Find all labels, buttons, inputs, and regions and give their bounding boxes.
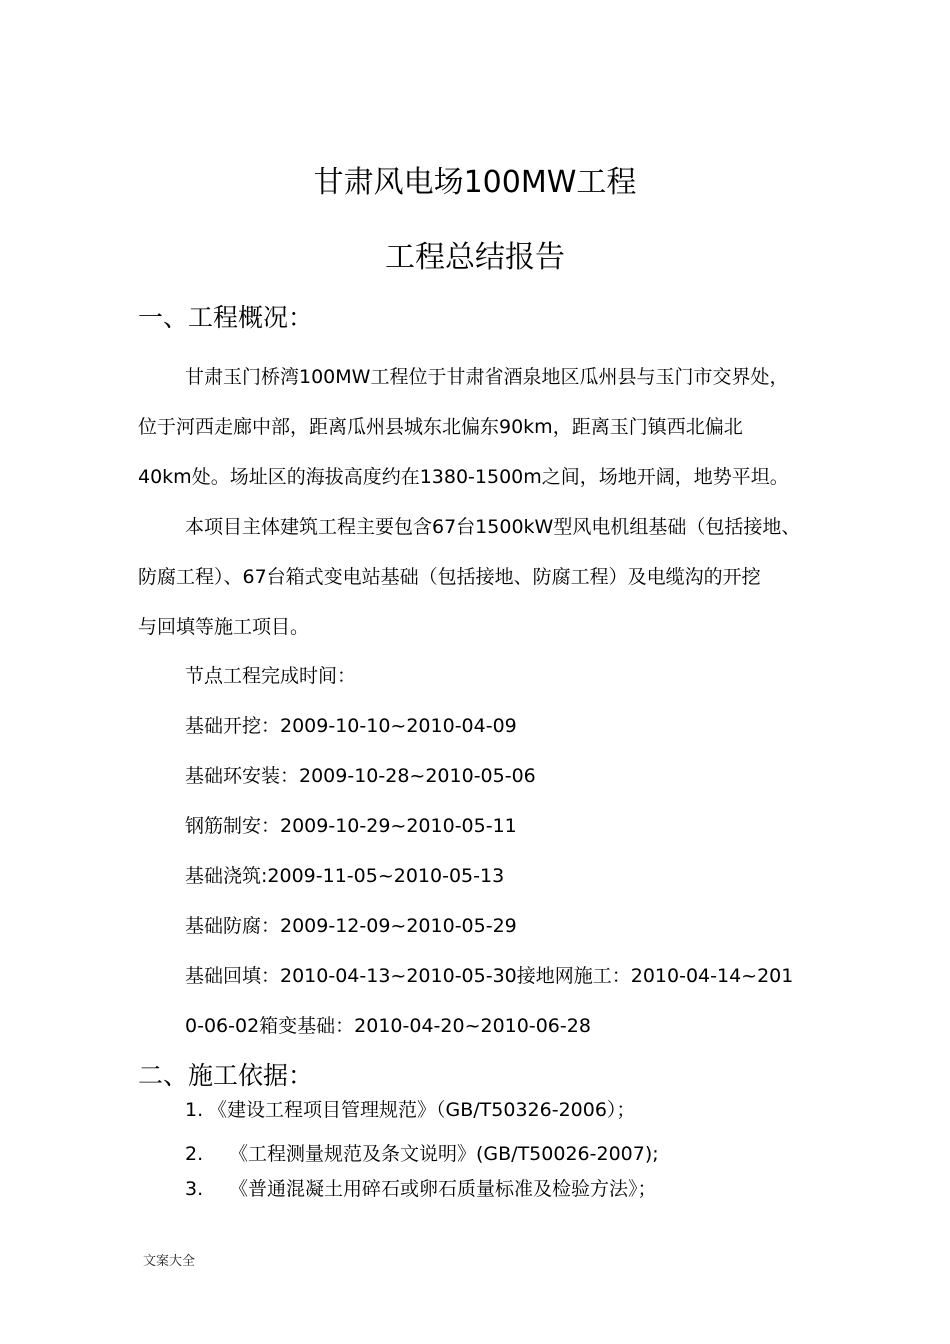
paragraph-line: 防腐工程）、67台箱式变电站基础（包括接地、防腐工程）及电缆沟的开挖 — [138, 566, 761, 588]
paragraph-line: 位于河西走廊中部，距离瓜州县城东北偏东90km，距离玉门镇西北偏北 — [138, 416, 743, 438]
basis-item-text: 《普通混凝土用碎石或卵石质量标准及检验方法》； — [229, 1178, 657, 1200]
basis-item-number: 3. — [185, 1178, 204, 1200]
paragraph-line: 甘肃玉门桥湾100MW工程位于甘肃省酒泉地区瓜州县与玉门市交界处， — [185, 366, 789, 388]
basis-item-number: 2. — [185, 1143, 204, 1165]
basis-item-number: 1. — [185, 1099, 204, 1121]
milestone-line: 基础回填：2010-04-13~2010-05-30接地网施工：2010-04-14~201 — [185, 965, 794, 987]
milestone-line: 基础防腐：2009-12-09~2010-05-29 — [185, 915, 517, 937]
milestone-intro: 节点工程完成时间： — [185, 665, 357, 687]
basis-item-text: 《建设工程项目管理规范》（GB/T50326-2006）； — [208, 1099, 636, 1121]
paragraph-line: 本项目主体建筑工程主要包含67台1500kW型风电机组基础（包括接地、 — [185, 516, 801, 538]
milestone-line: 钢筋制安：2009-10-29~2010-05-11 — [185, 815, 517, 837]
milestone-line: 0-06-02箱变基础：2010-04-20~2010-06-28 — [185, 1015, 591, 1037]
page-footer: 文案大全 — [143, 1254, 196, 1269]
section-heading-basis: 二、施工依据： — [138, 1061, 314, 1090]
milestone-line: 基础环安装：2009-10-28~2010-05-06 — [185, 765, 536, 787]
basis-item-text: 《工程测量规范及条文说明》(GB/T50026-2007); — [229, 1143, 659, 1165]
document-subtitle: 工程总结报告 — [385, 240, 565, 275]
document-title: 甘肃风电场100MW工程 — [313, 165, 637, 200]
paragraph-line: 与回填等施工项目。 — [138, 616, 310, 638]
milestone-line: 基础开挖：2009-10-10~2010-04-09 — [185, 715, 517, 737]
milestone-line: 基础浇筑:2009-11-05~2010-05-13 — [185, 865, 505, 887]
paragraph-line: 40km处。场址区的海拔高度约在1380-1500m之间，场地开阔，地势平坦。 — [138, 466, 789, 488]
section-heading-overview: 一、工程概况： — [138, 303, 314, 332]
